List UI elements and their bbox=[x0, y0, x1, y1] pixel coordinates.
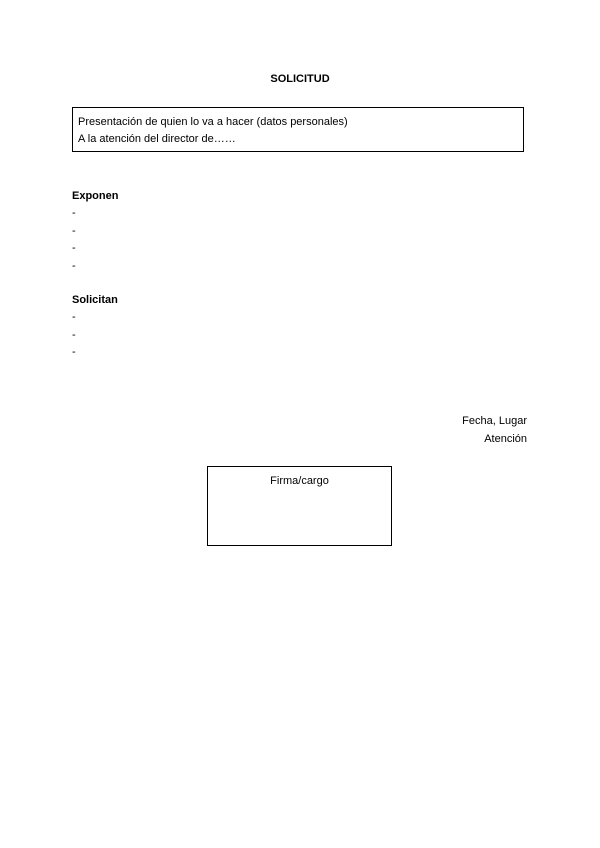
exponen-list bbox=[72, 205, 76, 275]
list-item: - bbox=[72, 207, 76, 219]
sender-info-line: Presentación de quien lo va a hacer (datos personales) bbox=[78, 116, 348, 128]
list-item: - bbox=[72, 328, 76, 341]
exponen-heading: Exponen bbox=[72, 190, 119, 202]
attention-line: Atención bbox=[484, 433, 527, 445]
recipient-line: A la atención del director de…… bbox=[78, 133, 236, 145]
solicitan-list bbox=[72, 309, 76, 362]
signature-box bbox=[207, 466, 392, 546]
signature-label: Firma/cargo bbox=[270, 475, 329, 487]
list-item: - bbox=[72, 311, 76, 323]
list-item: - bbox=[72, 346, 76, 359]
list-item: - bbox=[72, 242, 76, 255]
list-item: - bbox=[72, 259, 76, 272]
date-place-line: Fecha, Lugar bbox=[462, 415, 527, 427]
sender-info-box bbox=[72, 107, 524, 152]
solicitan-heading: Solicitan bbox=[72, 294, 118, 306]
list-item: - bbox=[72, 224, 76, 237]
document-title: SOLICITUD bbox=[270, 73, 330, 85]
